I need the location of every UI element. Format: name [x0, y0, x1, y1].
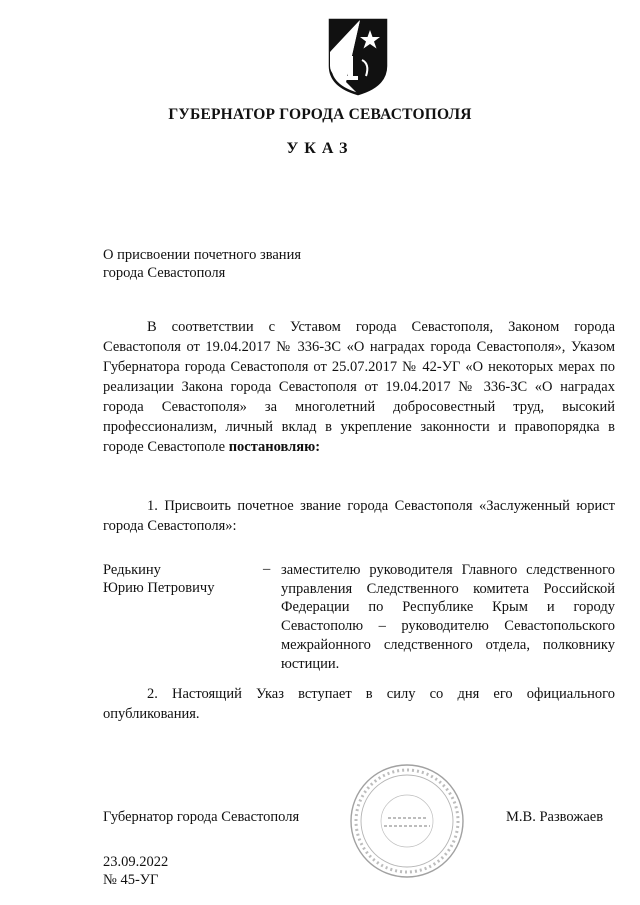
decree-number: № 45-УГ: [103, 872, 159, 888]
awardee-given-names: Юрию Петровичу: [103, 580, 215, 596]
issuer-title: ГУБЕРНАТОР ГОРОДА СЕВАСТОПОЛЯ: [168, 106, 472, 123]
official-round-stamp-icon: [348, 762, 466, 880]
subject-line-1: О присвоении почетного звания: [103, 247, 301, 263]
awardee-position: заместителю руководителя Главного следственного управления Следственного комитета Российской Федерации по Республике Крым и городу Севастополю – руководителю Севастопольского межрайонного следственного отдела, полковнику юстиции.: [281, 562, 615, 672]
signatory-name: М.В. Развожаев: [506, 809, 604, 825]
decree-date: 23.09.2022: [103, 854, 169, 870]
item-1: 1. Присвоить почетное звание города Севастополя «Заслуженный юрист города Севастополя»:: [103, 498, 615, 534]
sevastopol-coat-of-arms-icon: [326, 16, 390, 96]
decree-subject: [103, 246, 301, 282]
decree-word: постановляю:: [228, 439, 321, 455]
preamble: [103, 317, 615, 457]
document-type: УКАЗ: [286, 140, 354, 157]
item-2: 2. Настоящий Указ вступает в силу со дня его официального опубликования.: [103, 686, 615, 722]
awardee-dash: –: [263, 561, 271, 577]
awardee-name: [103, 561, 214, 597]
subject-line-2: города Севастополя: [103, 265, 226, 281]
awardee-surname: Редькину: [103, 562, 161, 578]
signatory-title: Губернатор города Севастополя: [103, 809, 300, 825]
preamble-text: В соответствии с Уставом города Севастополя, Законом города Севастополя от 19.04.2017 № 336-ЗС «О наградах города Севастополя», Указом Губернатора города Севастополя от 25.07.2017 № 42-УГ «О некоторых мерах по реализации Закона города Севастополя от 19.04.2017 № 336-ЗС «О наградах города Севастополя» за многолетний добросовестный труд, высокий профессионализм, личный вклад в укрепление законности и правопорядка в городе Севастополе: [103, 319, 615, 455]
